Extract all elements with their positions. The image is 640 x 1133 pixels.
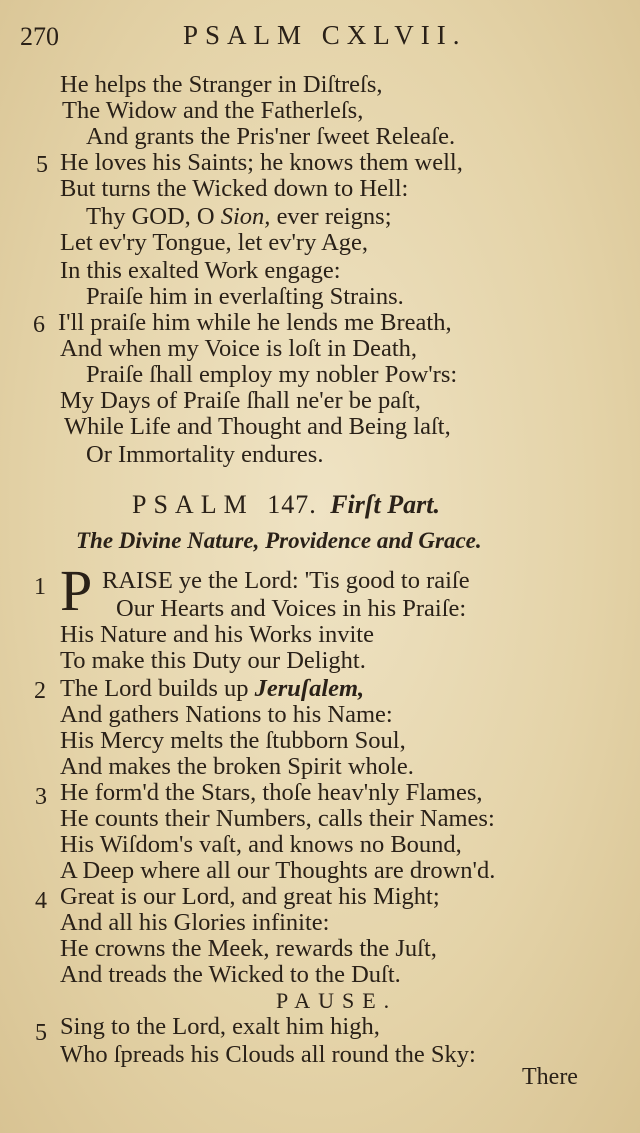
verse-line: While Life and Thought and Being laſt,	[64, 413, 451, 440]
psalm-word: PSALM	[132, 490, 254, 519]
verse-line: He counts their Numbers, calls their Names:	[60, 805, 495, 832]
verse-line: In this exalted Work engage:	[60, 257, 341, 284]
verse-line: Great is our Lord, and great his Might;	[60, 883, 440, 910]
verse-line: Praiſe him in everlaſting Strains.	[86, 283, 404, 310]
verse-line: And gathers Nations to his Name:	[60, 701, 393, 728]
verse-line: I'll praiſe him while he lends me Breath,	[58, 309, 452, 336]
catchword: There	[522, 1064, 578, 1090]
verse-line: His Mercy melts the ſtubborn Soul,	[60, 727, 406, 754]
verse-number: 1	[34, 574, 46, 600]
verse-line: He loves his Saints; he knows them well,	[60, 149, 463, 176]
verse-line: And when my Voice is loſt in Death,	[60, 335, 418, 362]
verse-line: His Wiſdom's vaſt, and knows no Bound,	[60, 831, 462, 858]
pause-heading: PAUSE.	[276, 988, 398, 1013]
verse-number: 5	[35, 1020, 47, 1046]
verse-italic: Sion,	[220, 203, 271, 230]
verse-italic: Jeruſalem,	[254, 675, 365, 702]
psalm-title	[132, 490, 440, 520]
verse-line: His Nature and his Works invite	[60, 621, 374, 648]
verse-line: Praiſe ſhall employ my nobler Pow'rs:	[86, 361, 458, 388]
verse-number: 3	[35, 784, 47, 810]
verse-line: He form'd the Stars, thoſe heav'nly Flames,	[60, 779, 483, 806]
verse-line: My Days of Praiſe ſhall ne'er be paſt,	[60, 387, 421, 414]
verse-number: 6	[33, 312, 45, 338]
verse-number: 4	[35, 888, 47, 914]
verse-line: He helps the Stranger in Diſtreſs,	[60, 71, 383, 98]
verse-line: Who ſpreads his Clouds all round the Sky:	[60, 1041, 476, 1068]
drop-capital: P	[60, 558, 93, 623]
verse-line: The Widow and the Fatherleſs,	[62, 97, 364, 124]
psalm-number: 147.	[267, 490, 317, 519]
verse-line: And all his Glories infinite:	[60, 909, 330, 936]
verse-line: Or Immortality endures.	[86, 441, 324, 468]
psalm-part: Firſt Part.	[330, 490, 440, 519]
page-number: 270	[20, 22, 59, 51]
verse-line: A Deep where all our Thoughts are drown'd.	[60, 857, 496, 884]
verse-line: RAISE ye the Lord: 'Tis good to raiſe	[102, 567, 470, 594]
page-header	[0, 20, 640, 54]
verse-line: And grants the Pris'ner ſweet Releaſe.	[86, 123, 456, 150]
verse-text: ever reigns;	[270, 203, 392, 230]
verse-line: He crowns the Meek, rewards the Juſt,	[60, 935, 437, 962]
psalm-subtitle: The Divine Nature, Providence and Grace.	[76, 528, 482, 553]
running-title: PSALM CXLVII.	[183, 20, 467, 50]
verse-line: Let ev'ry Tongue, let ev'ry Age,	[60, 229, 369, 256]
verse-line: To make this Duty our Delight.	[60, 647, 366, 674]
verse-line: But turns the Wicked down to Hell:	[60, 175, 409, 202]
verse-line: And makes the broken Spirit whole.	[60, 753, 414, 780]
verse-number: 5	[36, 152, 48, 178]
verse-text: The Lord builds up	[60, 675, 255, 702]
verse-line: Sing to the Lord, exalt him high,	[60, 1013, 380, 1040]
verse-text: Thy GOD, O	[86, 203, 221, 230]
verse-line: Our Hearts and Voices in his Praiſe:	[116, 595, 467, 622]
verse-line: And treads the Wicked to the Duſt.	[60, 961, 401, 988]
verse-number: 2	[34, 678, 46, 704]
